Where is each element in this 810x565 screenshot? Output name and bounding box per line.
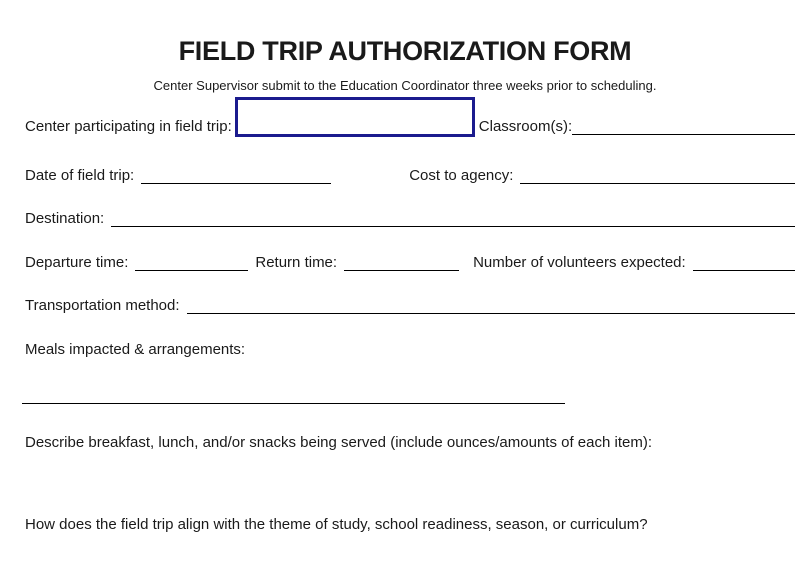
departure-time-input-line[interactable] bbox=[135, 253, 248, 271]
row-meals bbox=[25, 338, 795, 358]
date-label: Date of field trip: bbox=[25, 167, 135, 184]
row-destination bbox=[25, 207, 795, 227]
cost-input-line[interactable] bbox=[520, 166, 795, 184]
date-input-line[interactable] bbox=[141, 166, 331, 184]
center-input[interactable] bbox=[235, 97, 475, 137]
center-label: Center participating in field trip: bbox=[25, 118, 232, 135]
transportation-label: Transportation method: bbox=[25, 297, 180, 314]
row-theme-alignment bbox=[25, 513, 795, 533]
volunteers-label: Number of volunteers expected: bbox=[473, 254, 686, 271]
return-time-input-line[interactable] bbox=[344, 253, 459, 271]
form-title: FIELD TRIP AUTHORIZATION FORM bbox=[178, 36, 632, 66]
describe-meals-label: Describe breakfast, lunch, and/or snacks being served (include ounces/amounts of each item): bbox=[25, 434, 652, 451]
meals-input-line[interactable] bbox=[22, 386, 565, 404]
meals-label: Meals impacted & arrangements: bbox=[25, 341, 246, 358]
destination-label: Destination: bbox=[25, 210, 105, 227]
volunteers-input-line[interactable] bbox=[693, 253, 795, 271]
cost-label: Cost to agency: bbox=[409, 167, 514, 184]
row-transportation bbox=[25, 294, 795, 314]
departure-time-label: Departure time: bbox=[25, 254, 129, 271]
theme-alignment-label: How does the field trip align with the theme of study, school readiness, season, or curriculum? bbox=[25, 516, 648, 533]
return-time-label: Return time: bbox=[255, 254, 338, 271]
row-describe-meals bbox=[25, 431, 795, 451]
destination-input-line[interactable] bbox=[111, 209, 795, 227]
form-subtitle: Center Supervisor submit to the Education Coordinator three weeks prior to scheduling. bbox=[153, 78, 657, 93]
row-center-classrooms bbox=[25, 95, 795, 137]
classrooms-label: Classroom(s): bbox=[478, 118, 573, 135]
row-times-volunteers bbox=[25, 251, 795, 271]
row-date-cost bbox=[25, 164, 795, 184]
transportation-input-line[interactable] bbox=[187, 296, 795, 314]
classrooms-input-line[interactable] bbox=[572, 117, 795, 135]
